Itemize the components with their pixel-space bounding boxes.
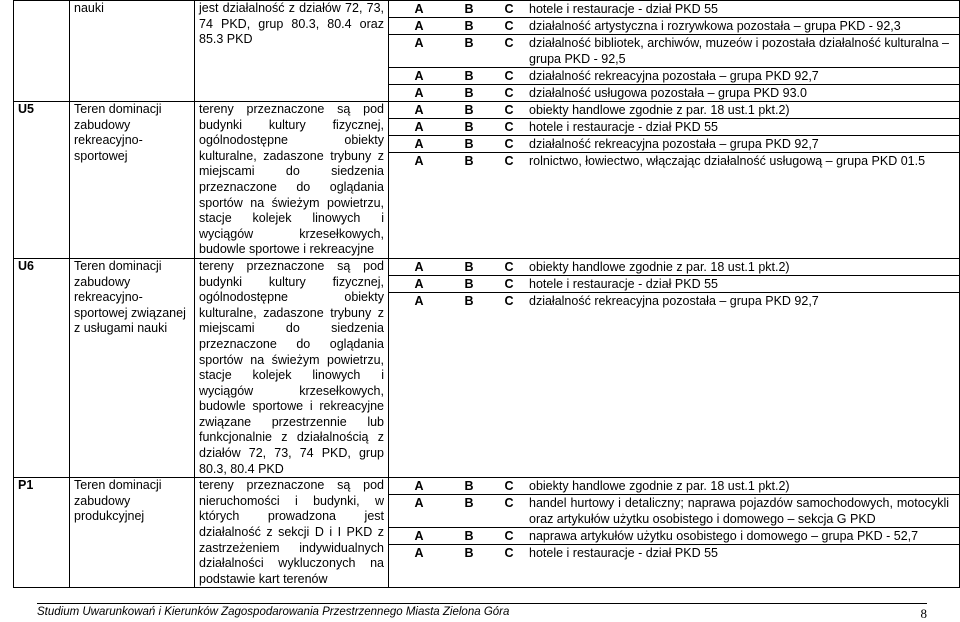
use-entry [389, 18, 959, 35]
category-letter-a: A [389, 259, 449, 276]
zone-name: Teren dominacji zabudowy rekreacyjno-sportowej związanej z usługami nauki [70, 258, 195, 477]
zone-code: U5 [14, 102, 70, 259]
category-letter-a: A [389, 119, 449, 136]
zone-name: Teren dominacji zabudowy produkcyjnej [70, 478, 195, 588]
category-letter-b: B [449, 1, 489, 18]
use-entry [389, 276, 959, 293]
category-letter-c: C [504, 154, 514, 168]
category-letter-a: A [389, 68, 449, 85]
zone-code: P1 [14, 478, 70, 588]
zone-description: tereny przeznaczone są pod budynki kultury fizycznej, ogólnodostępne obiekty kulturalne, zadaszone trybuny z miejscami do siedzenia przeznaczone do oglądania sportów na świeżym powietrzu, stacje kolejek linowych i wyciągów krzesełkowych, budowle sportowe i rekreacyjne związane przestrzennie lub funkcjonalnie z działalnością z działów 72, 73, 74 PKD, grup 80.3, 80.4 PKD [195, 258, 389, 477]
use-entry [389, 68, 959, 85]
permitted-uses [389, 102, 960, 259]
category-letter-b: B [449, 495, 489, 528]
permitted-uses [389, 1, 960, 102]
zone-description: tereny przeznaczone są pod nieruchomości i budynki, w których prowadzona jest działalność z sekcji D i I PKD z zastrzeżeniem indywidualnych działalności wykluczonych na podstawie kart terenów [195, 478, 389, 588]
category-letter-b: B [449, 18, 489, 35]
category-letter-a: A [389, 18, 449, 35]
use-description: hotele i restauracje - dział PKD 55 [529, 276, 959, 293]
category-letter-a: A [414, 154, 424, 168]
category-letter-c: C [489, 1, 529, 18]
use-description: hotele i restauracje - dział PKD 55 [529, 119, 959, 136]
category-letter-b: B [449, 68, 489, 85]
category-letter-b: B [464, 293, 474, 308]
permitted-uses [389, 478, 960, 588]
category-letter-c: C [489, 259, 529, 276]
category-letter-c: C [489, 35, 529, 68]
use-description: naprawa artykułów użytku osobistego i domowego – grupa PKD - 52,7 [529, 528, 959, 545]
use-description: obiekty handlowe zgodnie z par. 18 ust.1 pkt.2) [529, 259, 959, 276]
category-letter-a: A [389, 276, 449, 293]
category-letter-a: A [389, 102, 449, 119]
category-letter-a: A [389, 528, 449, 545]
category-letter-c: C [504, 546, 514, 561]
use-description: rolnictwo, łowiectwo, włączając działalność usługową – grupa PKD 01.5 [529, 154, 926, 168]
use-description: działalność usługowa pozostała – grupa PKD 93.0 [529, 86, 807, 100]
category-letter-b: B [464, 546, 474, 561]
category-letter-c: C [489, 276, 529, 293]
use-entry [389, 153, 959, 169]
use-description: działalność artystyczna i rozrywkowa pozostała – grupa PKD - 92,3 [529, 18, 959, 35]
use-entry [389, 293, 959, 309]
category-letter-b: B [449, 119, 489, 136]
category-letter-c: C [489, 136, 529, 153]
zone-code: U6 [14, 258, 70, 477]
category-letter-c: C [489, 528, 529, 545]
use-entry [389, 102, 959, 119]
category-letter-a: A [414, 546, 424, 561]
category-letter-a: A [389, 35, 449, 68]
category-letter-b: B [449, 102, 489, 119]
use-entry [389, 85, 959, 101]
zone-description: jest działalność z działów 72, 73, 74 PKD, grup 80.3, 80.4 oraz 85.3 PKD [195, 1, 389, 102]
footer-title: Studium Uwarunkowań i Kierunków Zagospodarowania Przestrzennego Miasta Zielona Góra [37, 606, 510, 618]
page-footer [37, 606, 927, 621]
category-letter-a: A [389, 478, 449, 495]
use-entry [389, 35, 959, 68]
category-letter-a: A [414, 86, 424, 100]
category-letter-c: C [489, 495, 529, 528]
zone-row [14, 1, 960, 102]
use-description: obiekty handlowe zgodnie z par. 18 ust.1 pkt.2) [529, 478, 959, 495]
document-page [13, 0, 960, 588]
zone-row [14, 258, 960, 477]
zone-name: Teren dominacji zabudowy rekreacyjno-sportowej [70, 102, 195, 259]
use-description: handel hurtowy i detaliczny; naprawa pojazdów samochodowych, motocykli oraz artykułów użytku osobistego i domowego – sekcja G PKD [529, 495, 959, 528]
use-entry [389, 478, 959, 495]
category-letter-b: B [449, 478, 489, 495]
category-letter-b: B [464, 154, 474, 168]
permitted-uses [389, 258, 960, 477]
use-description: działalność rekreacyjna pozostała – grupa PKD 92,7 [529, 68, 959, 85]
category-letter-a: A [389, 136, 449, 153]
category-letter-c: C [504, 293, 514, 308]
category-letter-b: B [449, 528, 489, 545]
category-letter-c: C [489, 68, 529, 85]
use-entry [389, 495, 959, 528]
zone-description: tereny przeznaczone są pod budynki kultury fizycznej, ogólnodostępne obiekty kulturalne, zadaszone trybuny z miejscami do siedzenia przeznaczone do oglądania sportów na świeżym powietrzu, stacje kolejek linowych i wyciągów krzesełkowych, budowle sportowe i rekreacyjne [195, 102, 389, 259]
category-letter-c: C [489, 102, 529, 119]
use-entry [389, 1, 959, 18]
category-letter-a: A [389, 495, 449, 528]
category-letter-c: C [489, 119, 529, 136]
zone-name: nauki [70, 1, 195, 102]
category-letter-c: C [504, 86, 514, 100]
zone-code [14, 1, 70, 102]
category-letter-b: B [449, 259, 489, 276]
category-letter-b: B [449, 276, 489, 293]
footer-rule [37, 603, 927, 604]
use-entry [389, 545, 959, 561]
category-letter-b: B [449, 35, 489, 68]
use-entry [389, 528, 959, 545]
use-entry [389, 119, 959, 136]
use-entry [389, 259, 959, 276]
zoning-table [13, 0, 960, 588]
zone-row [14, 478, 960, 588]
category-letter-b: B [464, 86, 474, 100]
category-letter-c: C [489, 18, 529, 35]
use-description: obiekty handlowe zgodnie z par. 18 ust.1 pkt.2) [529, 102, 959, 119]
category-letter-b: B [449, 136, 489, 153]
use-description: hotele i restauracje - dział PKD 55 [529, 1, 959, 18]
category-letter-a: A [414, 293, 424, 308]
category-letter-c: C [489, 478, 529, 495]
use-description: hotele i restauracje - dział PKD 55 [529, 546, 718, 561]
use-entry [389, 136, 959, 153]
use-description: działalność rekreacyjna pozostała – grupa PKD 92,7 [529, 293, 819, 308]
zone-row [14, 102, 960, 259]
category-letter-a: A [389, 1, 449, 18]
use-description: działalność rekreacyjna pozostała – grupa PKD 92,7 [529, 136, 959, 153]
page-number: 8 [920, 606, 927, 621]
use-description: działalność bibliotek, archiwów, muzeów i pozostała działalność kulturalna – grupa PKD - 92,5 [529, 35, 959, 68]
